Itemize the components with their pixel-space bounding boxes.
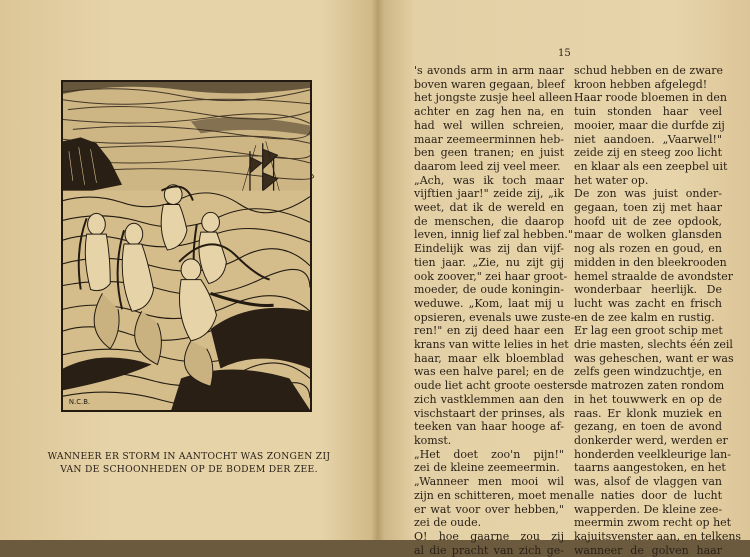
text-line: was een halve parel; en de (414, 365, 564, 379)
text-line: zeide zij en steeg zoo licht (574, 146, 722, 160)
text-line: de matrozen zaten rondom (574, 379, 725, 393)
text-line: vijftien jaar!" zeide zij, „ik (414, 187, 564, 201)
text-line: raas. Er klonk muziek en (574, 406, 722, 420)
text-line: zelfs geen windzuchtje, en (574, 365, 722, 379)
text-line: wonderbaar heerlijk. De (574, 283, 722, 297)
text-line: taarns aangestoken, en het (574, 461, 726, 475)
text-line: honderden veelkleurige lan- (574, 447, 731, 461)
text-line: zei de oude. (414, 516, 482, 530)
text-line: schud hebben en de zware (574, 64, 723, 77)
book-gutter (372, 0, 384, 540)
text-line: tuin stonden haar veel (574, 105, 722, 119)
text-line: leven, innig lief zal hebben." (414, 228, 573, 242)
text-line: maar de wolken glansden (574, 228, 722, 242)
text-line: nog als rozen en goud, en (574, 242, 722, 256)
text-line: komst. (414, 433, 452, 447)
text-line: was geheschen, want er was (574, 351, 734, 365)
text-line: Er lag een groot schip met (574, 324, 723, 338)
text-line: „Wanneer men mooi wil (414, 475, 564, 489)
text-line: het jongste zusje heel alleen (414, 91, 573, 105)
text-line: mooier, maar die durfde zij (574, 118, 725, 132)
text-line: lucht was zacht en frisch (574, 296, 722, 310)
text-line: midden in den bleekrooden (574, 255, 727, 269)
text-line: hoofd uit de zee opdook, (574, 214, 722, 228)
text-line: wapperden. De kleine zee- (574, 502, 723, 516)
text-line: en de zee kalm en rustig. (574, 310, 715, 324)
text-line: moeder, de oude koningin- (414, 283, 564, 297)
text-line: daarom leed zij veel meer. (414, 159, 561, 173)
text-line: Haar roode bloemen in den (574, 91, 727, 105)
mermaids-storm-illustration (61, 80, 312, 412)
text-line: niet aandoen. „Vaarwel!" (574, 132, 722, 146)
text-line: er wat voor over hebben," (414, 502, 564, 516)
page-number: 15 (558, 48, 571, 59)
text-line: gezang, en toen de avond (574, 420, 722, 434)
caption-line: WANNEER ER STORM IN AANTOCHT WAS ZONGEN ZIJ (47, 451, 331, 462)
text-line: en klaar als een zeepbel uit (574, 159, 728, 173)
text-line: 's avonds arm in arm naar (414, 64, 564, 77)
text-line: boven waren gegaan, bleef (414, 77, 565, 91)
text-line: O! hoe gaarne zou zij (414, 529, 564, 543)
text-column-2 (574, 64, 742, 557)
text-line: drie masten, slechts één zeil (574, 338, 733, 352)
text-line: al die pracht van zich ge- (414, 543, 564, 557)
text-line: De zon was juist onder- (574, 187, 722, 201)
text-line: „Het doet zoo'n pijn!" (414, 447, 564, 461)
text-line: meermin zwom recht op het (574, 516, 732, 530)
text-line: opsieren, evenals uwe zuste- (414, 310, 575, 324)
illustration-caption (40, 450, 338, 476)
text-line: ook zoover," zei haar groot- (414, 269, 568, 283)
text-line: donkerder werd, werden er (574, 433, 728, 447)
text-line: kajuitsvenster aan, en telkens (574, 529, 742, 543)
text-line: de menschen, die daarop (414, 214, 564, 228)
text-line: maar zeemeerminnen heb- (414, 132, 564, 146)
text-line: zich vastklemmen aan den (414, 392, 564, 406)
text-line: haar, maar elk bloemblad (414, 351, 564, 365)
text-line: vischstaart der prinses, als (414, 406, 565, 420)
illustrator-signature: N.C.B. (68, 398, 91, 407)
text-line: oude liet acht groote oesters (414, 379, 575, 393)
text-line: wanneer de golven haar (574, 543, 722, 557)
text-line: achter en zag hen na, en (414, 105, 564, 119)
text-line: ren!" en zij deed haar een (414, 324, 564, 338)
text-line: weduwe. „Kom, laat mij u (414, 296, 564, 310)
text-line: kroon hebben afgelegd! (574, 77, 708, 91)
text-line: in het touwwerk en op de (574, 392, 722, 406)
text-line: weet, dat ik de wereld en (414, 201, 564, 215)
text-line: hemel straalde de avondster (574, 269, 733, 283)
text-column-1 (414, 64, 575, 557)
text-line: gegaan, toen zij met haar (574, 201, 722, 215)
caption-line: VAN DE SCHOONHEDEN OP DE BODEM DER ZEE. (60, 464, 318, 475)
text-line: alle naties door de lucht (574, 488, 722, 502)
text-line: „Ach, was ik toch maar (414, 173, 564, 187)
text-line: ben geen tranen; en juist (414, 146, 564, 160)
text-line: teeken van haar hooge af- (414, 420, 564, 434)
text-line: was, alsof de vlaggen van (574, 475, 722, 489)
text-line: krans van witte lelies in het (414, 338, 569, 352)
text-line: had wel willen schreien, (414, 118, 564, 132)
text-line: tien jaar. „Zie, nu zijt gij (414, 255, 564, 269)
text-line: het water op. (574, 173, 649, 187)
text-line: Eindelijk was zij dan vijf- (414, 242, 564, 256)
text-line: zijn en schitteren, moet men (414, 488, 574, 502)
text-line: zei de kleine zeemeermin. (414, 461, 560, 475)
